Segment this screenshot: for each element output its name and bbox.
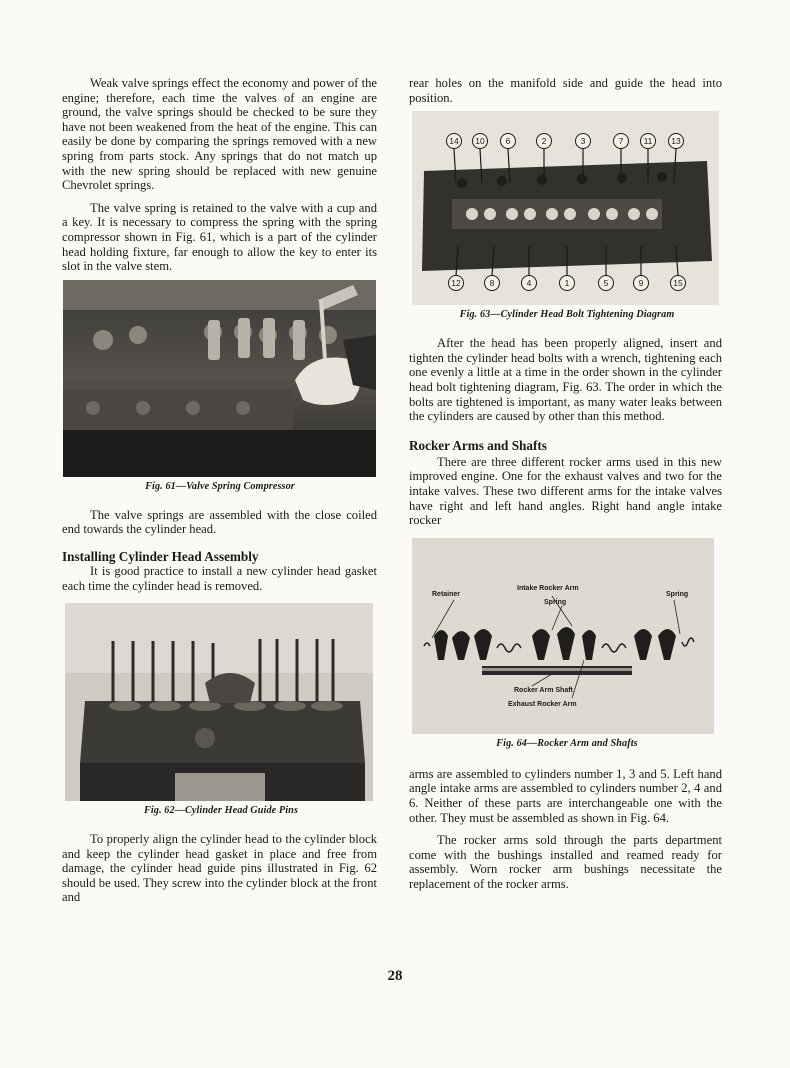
paragraph-three-rocker-arms: There are three different rocker arms used in this new improved engine. One for the exhaust valves and two for the intake valves. These two different arms for the intake valves have right and left hand angles. Right hand angle intake rocker xyxy=(409,454,722,528)
figure-64 xyxy=(412,538,722,749)
figure-61 xyxy=(63,280,377,492)
right-column xyxy=(409,76,722,891)
bolt-number-bottom-2: 8 xyxy=(489,278,495,289)
bolt-number-top-1: 14 xyxy=(449,136,459,147)
bolt-number-bottom-4: 1 xyxy=(564,278,570,289)
fig62-caption: Fig. 62—Cylinder Head Guide Pins xyxy=(143,805,299,817)
label-spring-center: Spring xyxy=(544,598,567,606)
label-exhaust-rocker-arm: Exhaust Rocker Arm xyxy=(508,700,577,708)
paragraph-new-gasket: It is good practice to install a new cylinder head gasket each time the cylinder head is removed. xyxy=(62,563,377,593)
heading-rocker-arms: Rocker Arms and Shafts xyxy=(409,437,547,453)
paragraph-head-aligned: After the head has been properly aligned, insert and tighten the cylinder head bolts with a wrench, tightening each one evenly a little at a time in the order shown in the cylinder head bolt tightening diagram, Fig. 63. The order in which the bolts are tightened is important, as many water leaks between the cylinders are caused by other than this method. xyxy=(409,336,722,424)
bolt-number-bottom-5: 5 xyxy=(603,278,609,289)
fig64-caption: Fig. 64—Rocker Arm and Shafts xyxy=(496,737,638,749)
bolt-number-top-8: 13 xyxy=(671,136,681,147)
paragraph-close-coiled-end: The valve springs are assembled with the close coiled end towards the cylinder head. xyxy=(62,507,377,537)
bolt-number-top-5: 3 xyxy=(580,136,586,147)
fig61-caption: Fig. 61—Valve Spring Compressor xyxy=(145,480,295,492)
label-rocker-arm-shaft: Rocker Arm Shaft xyxy=(514,686,573,694)
bolt-number-top-3: 6 xyxy=(505,136,511,147)
paragraph-weak-valve-springs: Weak valve springs effect the economy and power of the engine; therefore, each time the valves of an engine are ground, the valve springs should be checked to be sure they have not been weakened from the heat of the engine. This can easily be done by comparing the springs removed with a new spring from parts stock. Any springs that do not match up with the new spring should be replaced with new genuine Chevrolet springs. xyxy=(62,76,377,193)
label-spring-right: Spring xyxy=(666,590,689,598)
label-intake-rocker-arm: Intake Rocker Arm xyxy=(517,584,579,592)
bolt-number-top-7: 11 xyxy=(643,136,653,147)
page-number: 28 xyxy=(387,968,403,984)
figure-63 xyxy=(412,111,722,320)
figure-62 xyxy=(65,603,377,816)
paragraph-valve-spring-retained: The valve spring is retained to the valve with a cup and a key. It is necessary to compress the spring with the spring compressor shown in Fig. 61, which is a part of the cylinder head holding fixture, far enough to allow the key to enter its slot in the valve stem. xyxy=(62,200,377,274)
paragraph-rear-holes: rear holes on the manifold side and guide the head into position. xyxy=(409,76,722,105)
paragraph-rocker-arms-parts-dept: The rocker arms sold through the parts department come with the bushings installed and reamed ready for assembly. Worn rocker arm bushings necessitate the replacement of the rocker arms. xyxy=(409,833,722,891)
bolt-tightening-diagram xyxy=(412,111,719,305)
bolt-number-bottom-1: 12 xyxy=(451,278,461,289)
fig63-caption: Fig. 63—Cylinder Head Bolt Tightening Diagram xyxy=(459,309,675,321)
bolt-number-bottom-6: 9 xyxy=(638,278,644,289)
heading-installing-cylinder-head: Installing Cylinder Head Assembly xyxy=(62,548,259,564)
bolt-number-top-6: 7 xyxy=(618,136,624,147)
left-column xyxy=(62,76,377,905)
cylinder-head-guide-pins-photo xyxy=(65,603,373,801)
bolt-number-top-2: 10 xyxy=(475,136,485,147)
paragraph-align-cylinder-head: To properly align the cylinder head to the cylinder block and keep the cylinder head gasket in place and free from damage, the cylinder head guide pins illustrated in Fig. 62 should be used. They screw into the cylinder block at the front and xyxy=(62,832,377,905)
bolt-number-bottom-3: 4 xyxy=(526,278,532,289)
label-retainer: Retainer xyxy=(432,590,461,598)
rocker-arm-and-shafts-photo xyxy=(412,538,714,734)
bolt-number-top-4: 2 xyxy=(541,136,547,147)
paragraph-arms-assembled: arms are assembled to cylinders number 1, 3 and 5. Left hand angle intake arms are assembled to cylinders number 2, 4 and 6. Neither of these parts are interchangeable one with the other. They must be assembled as shown in Fig. 64. xyxy=(409,766,722,825)
valve-spring-compressor-photo xyxy=(63,280,376,477)
bolt-number-bottom-7: 15 xyxy=(673,278,683,289)
